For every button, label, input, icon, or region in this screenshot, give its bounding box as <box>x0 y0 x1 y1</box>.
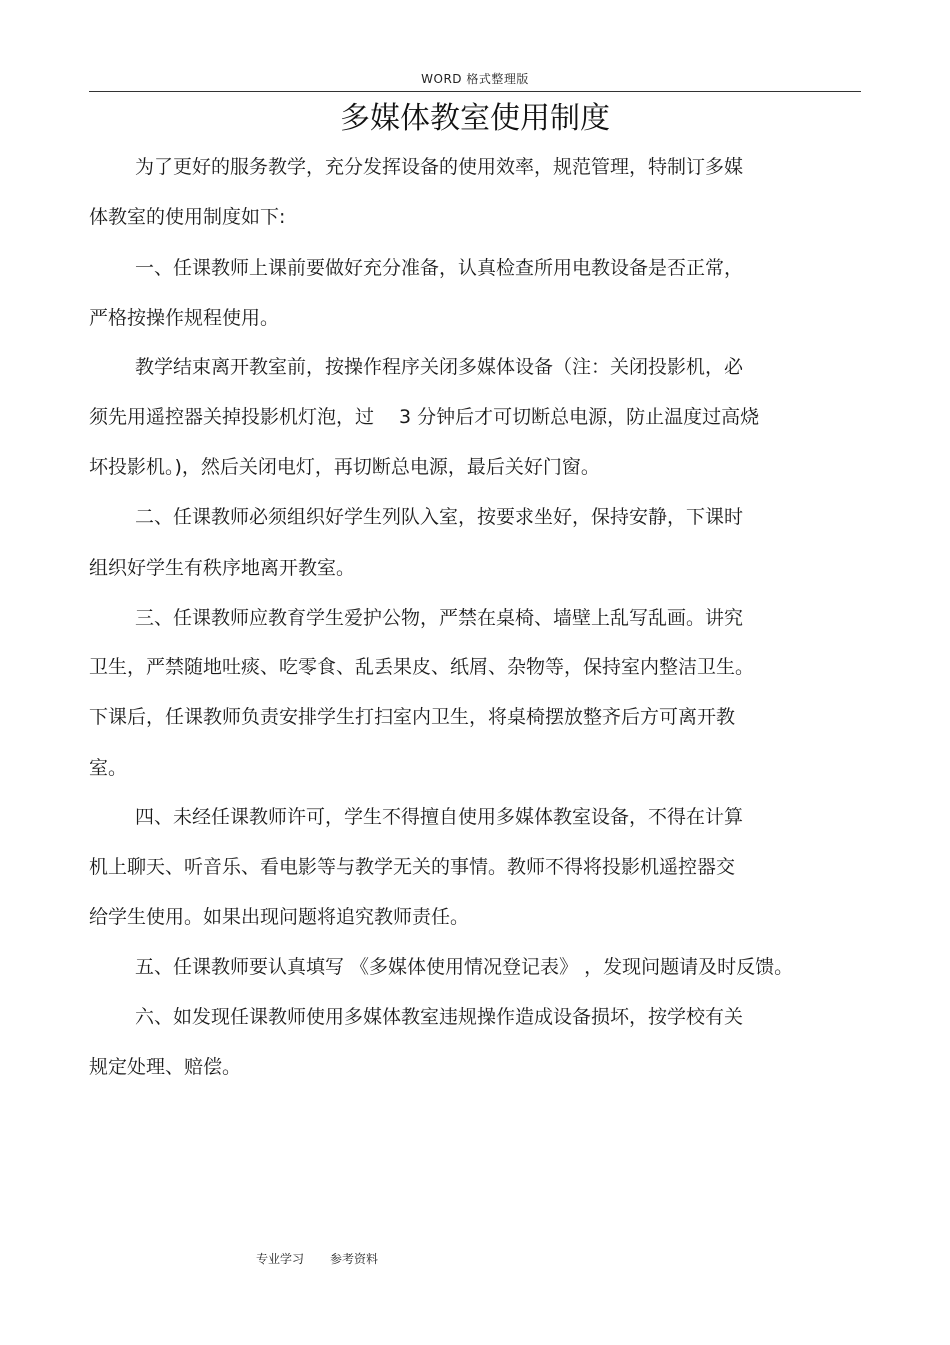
body-line: 五、任课教师要认真填写 《多媒体使用情况登记表》 ，发现问题请及时反馈。 <box>135 956 794 978</box>
body-line: 教学结束离开教室前，按操作程序关闭多媒体设备（注：关闭投影机，必 <box>135 356 744 378</box>
body-line: 坏投影机。)，然后关闭电灯，再切断总电源，最后关好门窗。 <box>89 456 600 478</box>
body-line: 一、任课教师上课前要做好充分准备，认真检查所用电教设备是否正常， <box>135 257 744 279</box>
body-line: 二、任课教师必须组织好学生列队入室，按要求坐好，保持安静，下课时 <box>135 506 744 528</box>
page-header: WORD 格式整理版 <box>421 72 529 86</box>
footer-left-text: 专业学习 <box>256 1252 305 1266</box>
body-line: 三、任课教师应教育学生爱护公物，严禁在桌椅、墙壁上乱写乱画。讲究 <box>135 607 744 629</box>
body-line: 四、未经任课教师许可，学生不得擅自使用多媒体教室设备，不得在计算 <box>135 806 744 828</box>
body-line: 下课后，任课教师负责安排学生打扫室内卫生，将桌椅摆放整齐后方可离开教 <box>89 706 736 728</box>
body-line: 体教室的使用制度如下: <box>89 206 286 228</box>
body-line: 室。 <box>89 757 128 779</box>
footer-right-text: 参考资料 <box>330 1252 379 1266</box>
body-line: 组织好学生有秩序地离开教室。 <box>89 557 356 579</box>
body-line: 机上聊天、听音乐、看电影等与教学无关的事情。教师不得将投影机遥控器交 <box>89 856 736 878</box>
body-line: 须先用遥控器关掉投影机灯泡，过 3 分钟后才可切断总电源，防止温度过高烧 <box>89 406 760 428</box>
body-line: 六、如发现任课教师使用多媒体教室违规操作造成设备损坏，按学校有关 <box>135 1006 744 1028</box>
body-line: 为了更好的服务教学，充分发挥设备的使用效率，规范管理，特制订多媒 <box>135 156 744 178</box>
body-line: 规定处理、赔偿。 <box>89 1056 242 1078</box>
body-line: 严格按操作规程使用。 <box>89 307 280 329</box>
page-footer <box>256 1250 378 1267</box>
body-line: 卫生，严禁随地吐痰、吃零食、乱丢果皮、纸屑、杂物等，保持室内整洁卫生。 <box>89 656 755 678</box>
document-title: 多媒体教室使用制度 <box>340 101 610 136</box>
body-line: 给学生使用。如果出现问题将追究教师责任。 <box>89 906 470 928</box>
header-divider <box>89 91 861 92</box>
